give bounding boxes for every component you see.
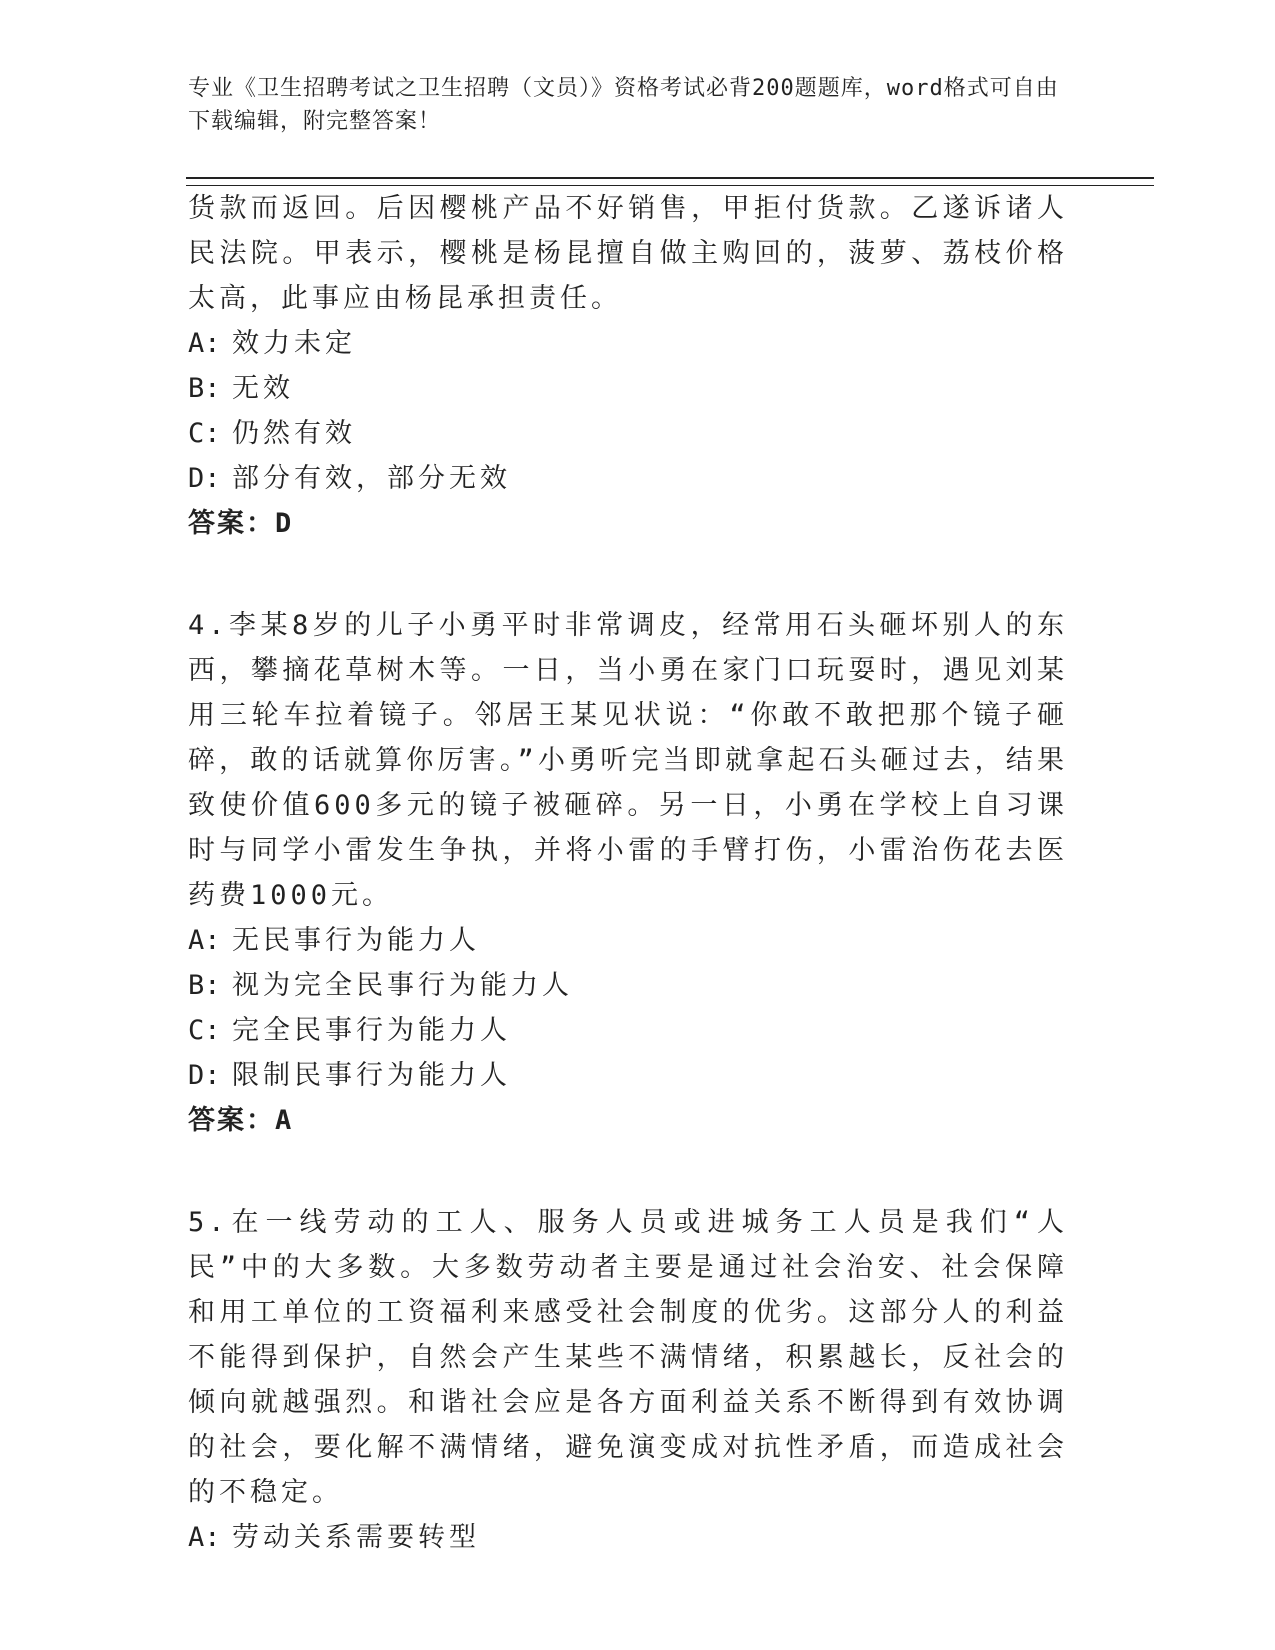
- option-key: B:: [188, 970, 221, 1001]
- option-key: A:: [188, 1522, 221, 1553]
- option-text: 限制民事行为能力人: [232, 1060, 511, 1091]
- question-3-option-a: [188, 321, 1068, 366]
- option-key: A:: [188, 925, 221, 956]
- question-3: [188, 186, 1068, 546]
- question-3-text: 货款而返回。后因樱桃产品不好销售，甲拒付货款。乙遂诉诸人民法院。甲表示，樱桃是杨昆擅自做主购回的，菠萝、荔枝价格太高，此事应由杨昆承担责任。: [188, 193, 1068, 314]
- option-text: 劳动关系需要转型: [232, 1522, 480, 1553]
- question-4-option-c: [188, 1008, 1068, 1053]
- document-header: 专业《卫生招聘考试之卫生招聘（文员）》资格考试必背200题题库，word格式可自由下载编辑，附完整答案！: [188, 76, 1059, 134]
- option-text: 完全民事行为能力人: [232, 1015, 511, 1046]
- option-key: B:: [188, 373, 221, 404]
- document-body: [188, 186, 1068, 1560]
- question-4-text: 4.李某8岁的儿子小勇平时非常调皮，经常用石头砸坏别人的东西，攀摘花草树木等。一日，当小勇在家门口玩耍时，遇见刘某用三轮车拉着镜子。邻居王某见状说：“你敢不敢把那个镜子砸碎，敢的话就算你厉害。”小勇听完当即就拿起石头砸过去，结果致使价值600多元的镜子被砸碎。另一日，小勇在学校上自习课时与同学小雷发生争执，并将小雷的手臂打伤，小雷治伤花去医药费1000元。: [188, 610, 1068, 911]
- question-4-option-a: [188, 918, 1068, 963]
- question-5: [188, 1200, 1068, 1560]
- question-3-option-b: [188, 366, 1068, 411]
- header-divider: [186, 177, 1154, 186]
- question-3-option-d: [188, 456, 1068, 501]
- option-key: D:: [188, 1060, 221, 1091]
- spacer: [188, 546, 1068, 603]
- option-text: 部分有效，部分无效: [232, 463, 511, 494]
- spacer: [188, 1143, 1068, 1200]
- option-text: 仍然有效: [232, 418, 356, 449]
- question-3-answer: 答案：D: [188, 508, 294, 539]
- question-5-text: 5.在一线劳动的工人、服务人员或进城务工人员是我们“人民”中的大多数。大多数劳动者主要是通过社会治安、社会保障和用工单位的工资福利来感受社会制度的优劣。这部分人的利益不能得到保护，自然会产生某些不满情绪，积累越长，反社会的倾向就越强烈。和谐社会应是各方面利益关系不断得到有效协调的社会，要化解不满情绪，避免演变成对抗性矛盾，而造成社会的不稳定。: [188, 1207, 1068, 1508]
- question-4: [188, 603, 1068, 1143]
- question-4-option-d: [188, 1053, 1068, 1098]
- question-4-option-b: [188, 963, 1068, 1008]
- option-key: C:: [188, 1015, 221, 1046]
- option-text: 效力未定: [232, 328, 356, 359]
- option-key: A:: [188, 328, 221, 359]
- option-text: 无效: [232, 373, 294, 404]
- option-key: C:: [188, 418, 221, 449]
- option-key: D:: [188, 463, 221, 494]
- question-5-option-a: [188, 1515, 1068, 1560]
- option-text: 无民事行为能力人: [232, 925, 480, 956]
- option-text: 视为完全民事行为能力人: [232, 970, 573, 1001]
- question-3-option-c: [188, 411, 1068, 456]
- question-4-answer: 答案：A: [188, 1105, 294, 1136]
